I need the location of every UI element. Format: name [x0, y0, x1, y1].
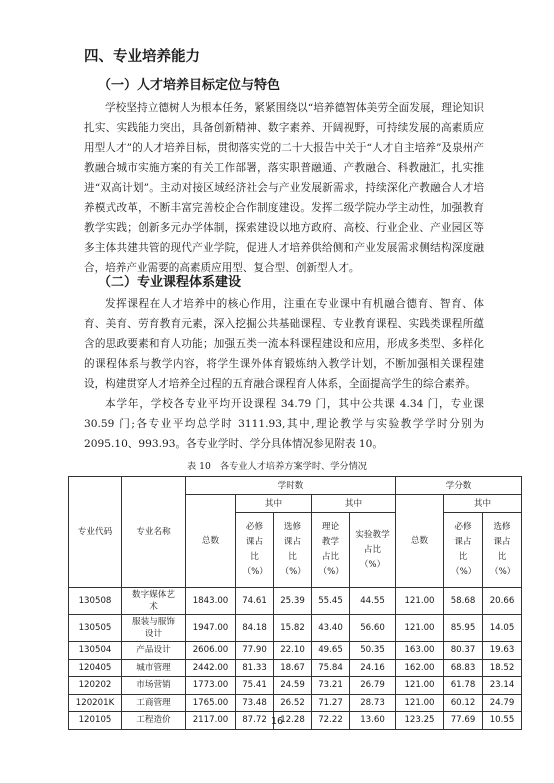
- cell-h-exp: 50.35: [350, 642, 396, 660]
- header-hours-of-which-teaching: 其中: [312, 495, 396, 513]
- cell-c-total: 121.00: [396, 677, 444, 695]
- table-row: [69, 677, 522, 695]
- header-hours-total: 总数: [186, 495, 236, 588]
- cell-c-req: 77.69: [444, 712, 483, 730]
- cell-name: 数字媒体艺术: [122, 588, 186, 615]
- table-row: [69, 588, 522, 615]
- header-credits-total: 总数: [396, 495, 444, 588]
- cell-c-total: 121.00: [396, 694, 444, 712]
- cell-name: 市场营销: [122, 677, 186, 695]
- cell-h-total: 1843.00: [186, 588, 236, 615]
- table-caption: 表 10 各专业人才培养方案学时、学分情况: [187, 461, 367, 472]
- cell-code: 130508: [69, 588, 122, 615]
- cell-c-req: 68.83: [444, 659, 483, 677]
- header-credits: 学分数: [396, 477, 522, 495]
- cell-c-total: 162.00: [396, 659, 444, 677]
- subsection-title-training-goals: （一）人才培养目标定位与特色: [98, 78, 281, 93]
- cell-h-total: 2606.00: [186, 642, 236, 660]
- cell-code: 120201K: [69, 694, 122, 712]
- paragraph-course-statistics: 本学年，学校各专业平均开设课程 34.79 门，其中公共课 4.34 门，专业课 30.59 门;各专业平均总学时 3111.93,其中,理论教学与实验教学学时分别为 2095.10、993.93。各专业学时、学分具体情况参见附表 10。: [84, 398, 484, 450]
- cell-h-exp: 24.16: [350, 659, 396, 677]
- page-number: 16: [270, 716, 284, 727]
- header-hours: 学时数: [186, 477, 396, 495]
- cell-h-ele: 22.10: [274, 642, 312, 660]
- cell-h-req: 77.90: [236, 642, 274, 660]
- cell-h-exp: 44.55: [350, 588, 396, 615]
- header-hours-theory: 理论教学占比（%）: [312, 513, 350, 588]
- cell-c-total: 121.00: [396, 615, 444, 642]
- cell-h-ele: 12.28: [274, 712, 312, 730]
- cell-c-ele: 19.63: [483, 642, 522, 660]
- cell-h-exp: 28.73: [350, 694, 396, 712]
- cell-c-total: 123.25: [396, 712, 444, 730]
- cell-h-theory: 49.65: [312, 642, 350, 660]
- cell-c-ele: 23.14: [483, 677, 522, 695]
- cell-h-req: 87.72: [236, 712, 274, 730]
- cell-c-total: 163.00: [396, 642, 444, 660]
- table-row: [69, 694, 522, 712]
- cell-h-exp: 26.79: [350, 677, 396, 695]
- cell-h-req: 73.48: [236, 694, 274, 712]
- header-major-name: 专业名称: [122, 477, 186, 588]
- header-credits-required: 必修课占比（%）: [444, 513, 483, 588]
- cell-c-ele: 24.79: [483, 694, 522, 712]
- cell-h-total: 1773.00: [186, 677, 236, 695]
- cell-h-req: 84.18: [236, 615, 274, 642]
- cell-h-theory: 73.21: [312, 677, 350, 695]
- cell-h-ele: 24.59: [274, 677, 312, 695]
- cell-c-req: 85.95: [444, 615, 483, 642]
- header-credits-elective: 选修课占比（%）: [483, 513, 522, 588]
- cell-code: 120202: [69, 677, 122, 695]
- hours-credits-table: [68, 476, 522, 730]
- cell-code: 130504: [69, 642, 122, 660]
- cell-c-ele: 18.52: [483, 659, 522, 677]
- cell-code: 120405: [69, 659, 122, 677]
- cell-name: 工商管理: [122, 694, 186, 712]
- cell-c-req: 80.37: [444, 642, 483, 660]
- table-row: [69, 659, 522, 677]
- cell-h-total: 1765.00: [186, 694, 236, 712]
- cell-c-req: 60.12: [444, 694, 483, 712]
- cell-h-ele: 26.52: [274, 694, 312, 712]
- header-major-code: 专业代码: [69, 477, 122, 588]
- cell-c-ele: 10.55: [483, 712, 522, 730]
- cell-c-ele: 14.05: [483, 615, 522, 642]
- cell-h-req: 74.61: [236, 588, 274, 615]
- table-row: [69, 615, 522, 642]
- cell-c-req: 61.78: [444, 677, 483, 695]
- cell-c-ele: 20.66: [483, 588, 522, 615]
- cell-h-total: 2442.00: [186, 659, 236, 677]
- cell-h-ele: 15.82: [274, 615, 312, 642]
- cell-h-ele: 18.67: [274, 659, 312, 677]
- cell-name: 服装与服饰设计: [122, 615, 186, 642]
- section-title: 四、专业培养能力: [84, 49, 200, 65]
- cell-h-theory: 71.27: [312, 694, 350, 712]
- cell-h-theory: 55.45: [312, 588, 350, 615]
- header-hours-experiment: 实验教学占比（%）: [350, 513, 396, 588]
- cell-code: 120105: [69, 712, 122, 730]
- cell-name: 产品设计: [122, 642, 186, 660]
- cell-h-total: 2117.00: [186, 712, 236, 730]
- table-row: [69, 642, 522, 660]
- cell-h-req: 81.33: [236, 659, 274, 677]
- cell-h-total: 1947.00: [186, 615, 236, 642]
- cell-h-req: 75.41: [236, 677, 274, 695]
- cell-h-exp: 13.60: [350, 712, 396, 730]
- cell-c-total: 121.00: [396, 588, 444, 615]
- header-hours-required: 必修课占比（%）: [236, 513, 274, 588]
- subsection-title-curriculum: （二）专业课程体系建设: [98, 275, 242, 290]
- paragraph-training-goals: 学校坚持立德树人为根本任务，紧紧围绕以“培养德智体美劳全面发展，理论知识扎实、实践能力突出，具备创新精神、数字素养、开阔视野，可持续发展的高素质应用型人才”的人才培养目标，贯彻落实党的二十大报告中关于“人才自主培养”及泉州产教融合城市实施方案的有关工作部署，落实职普融通、产教融合、科教融汇，扎实推进“双高计划”。主动对接区域经济社会与产业发展新需求，持续深化产教融合人才培养模式改革，不断丰富完善校企合作制度建设。发挥二级学院办学主动性，加强教育教学实践；创新多元办学体制，探索建设以地方政府、高校、行业企业、产业园区等多主体共建共管的现代产业学院，促进人才培养供给侧和产业发展需求侧结构深度融合，培养产业需要的高素质应用型、复合型、创新型人才。: [84, 102, 484, 274]
- header-credits-of-which: 其中: [444, 495, 522, 513]
- cell-h-theory: 75.84: [312, 659, 350, 677]
- cell-h-theory: 43.40: [312, 615, 350, 642]
- paragraph-curriculum: 发挥课程在人才培养中的核心作用，注重在专业课中有机融合德育、智育、体育、美育、劳育教育元素，深入挖掘公共基础课程、专业教育课程、实践类课程所蕴含的思政要素和育人功能；加强五类一流本科课程建设和应用，形成多类型、多样化的课程体系与教学内容，将学生课外体育锻炼纳入教学计划，不断加强相关课程建设，构建贯穿人才培养全过程的五育融合课程育人体系，全面提高学生的综合素养。: [84, 298, 484, 390]
- cell-c-req: 58.68: [444, 588, 483, 615]
- cell-code: 130505: [69, 615, 122, 642]
- cell-name: 工程造价: [122, 712, 186, 730]
- cell-h-exp: 56.60: [350, 615, 396, 642]
- header-hours-of-which-course: 其中: [236, 495, 312, 513]
- cell-h-theory: 72.22: [312, 712, 350, 730]
- header-hours-elective: 选修课占比（%）: [274, 513, 312, 588]
- cell-name: 城市管理: [122, 659, 186, 677]
- cell-h-ele: 25.39: [274, 588, 312, 615]
